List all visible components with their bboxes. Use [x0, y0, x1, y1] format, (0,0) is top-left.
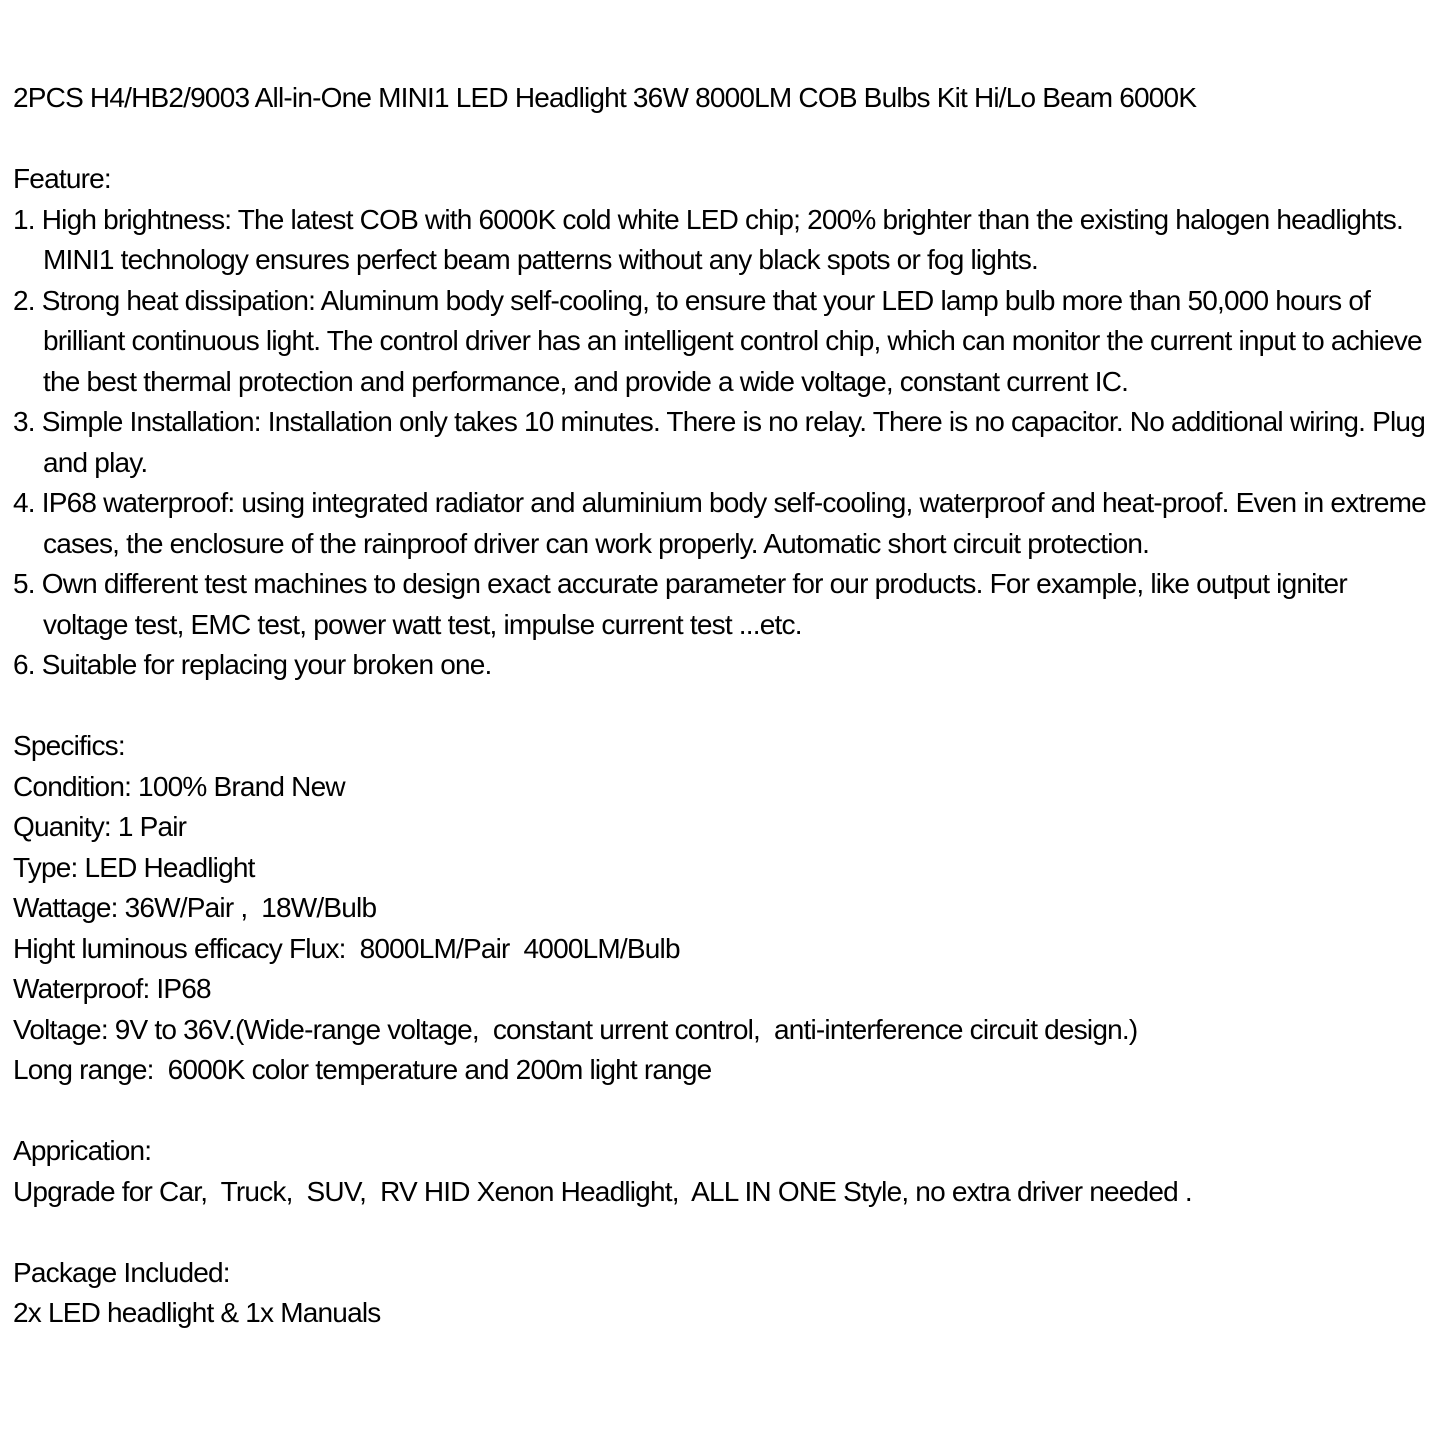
spec-line-condition: Condition: 100% Brand New	[13, 770, 345, 802]
specifics-heading: Specifics:	[13, 730, 125, 761]
feature-item-5: 5. Own different test machines to design exact accurate parameter for our products. For example, like output igniter voltage test, EMC test, power watt test, impulse current test ...etc.	[13, 568, 1354, 640]
spec-line-wattage: Wattage: 36W/Pair , 18W/Bulb	[13, 892, 377, 923]
feature-item-6: 6. Suitable for replacing your broken one.	[13, 649, 492, 680]
spec-line-waterproof: Waterproof: IP68	[13, 973, 211, 1004]
package-included-line: 2x LED headlight & 1x Manuals	[13, 1297, 381, 1328]
application-heading: Apprication:	[13, 1135, 152, 1166]
feature-item-4: 4. IP68 waterproof: using integrated radiator and aluminium body self-cooling, waterproof and heat-proof. Even in extreme cases, the enclosure of the rainproof driver can work properly. Automatic short circuit protection.	[13, 487, 1433, 559]
feature-heading: Feature:	[13, 163, 111, 194]
spec-line-type: Type: LED Headlight	[13, 851, 255, 883]
spec-line-luminous-flux: Hight luminous efficacy Flux: 8000LM/Pair 4000LM/Bulb	[13, 932, 680, 964]
application-line: Upgrade for Car, Truck, SUV, RV HID Xenon Headlight, ALL IN ONE Style, no extra driver needed .	[13, 1175, 1192, 1207]
spec-line-voltage: Voltage: 9V to 36V.(Wide-range voltage, constant urrent control, anti-interference circuit design.)	[13, 1013, 1138, 1045]
spec-line-quantity: Quanity: 1 Pair	[13, 811, 187, 842]
package-included-heading: Package Included:	[13, 1256, 230, 1288]
feature-item-1: 1. High brightness: The latest COB with 6000K cold white LED chip; 200% brighter than the existing halogen headlights. MINI1 technology ensures perfect beam patterns without any black spots or fog lights.	[13, 203, 1410, 275]
product-title: 2PCS H4/HB2/9003 All-in-One MINI1 LED Headlight 36W 8000LM COB Bulbs Kit Hi/Lo Beam 6000K	[13, 82, 1197, 113]
feature-item-3: 3. Simple Installation: Installation only takes 10 minutes. There is no relay. There is no capacitor. No additional wiring. Plug and play.	[13, 406, 1432, 478]
spec-line-long-range: Long range: 6000K color temperature and 200m light range	[13, 1054, 712, 1085]
feature-item-2: 2. Strong heat dissipation: Aluminum body self-cooling, to ensure that your LED lamp bulb more than 50,000 hours of brilliant continuous light. The control driver has an intelligent control chip, which can monitor the current input to achieve the best thermal protection and performance, and provide a wide voltage, constant current IC.	[13, 284, 1429, 397]
